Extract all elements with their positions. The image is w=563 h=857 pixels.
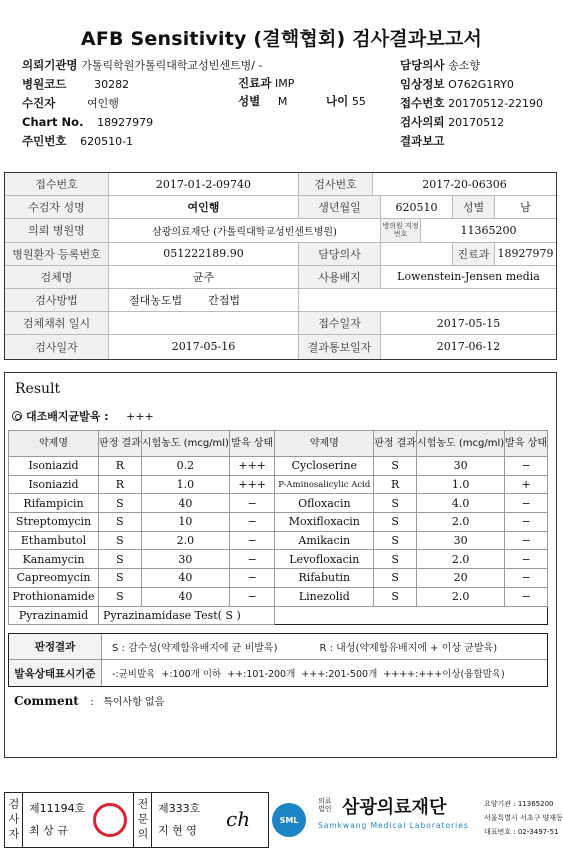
pza-label: Pyrazinamid [9, 606, 99, 625]
specimen: 균주 [109, 266, 299, 288]
chart-label: Chart No. [22, 115, 84, 129]
grid-doctor-label: 담당의사 [299, 243, 381, 265]
cell-growth: − [505, 531, 548, 550]
cell-judge: S [99, 513, 142, 532]
inspector-name: 최 상 규 [29, 824, 68, 837]
receipt-label: 접수번호 [400, 96, 445, 110]
table-row [9, 550, 548, 569]
cell-judge: S [374, 587, 417, 606]
table-row [9, 494, 548, 513]
cell-growth: − [505, 457, 548, 476]
cell-judge: S [99, 569, 142, 588]
legend-growth-row [9, 660, 547, 686]
grid-row [5, 266, 556, 289]
patient-label: 수진자 [22, 96, 56, 110]
grid-doctor [381, 243, 453, 265]
cell-growth: − [505, 550, 548, 569]
org-tel: 대표번호 : 02-3497-51 [484, 828, 559, 836]
notify-date: 2017-06-12 [436, 340, 501, 354]
patient-name: 여인행 [109, 196, 299, 218]
doctor-label: 담당의사 [400, 58, 445, 72]
legend-judge-values [102, 634, 547, 659]
grid-row [5, 173, 556, 196]
specialist-label: 전문의 [134, 793, 152, 847]
cell-drug: P-Aminosalicylic Acid [275, 475, 374, 494]
code-value: 30282 [94, 78, 130, 91]
patient-value: 여인행 [86, 97, 119, 110]
institution-label: 의뢰기관명 [22, 58, 78, 72]
receive-label: 접수일자 [299, 312, 381, 334]
cell-drug: Isoniazid [9, 457, 99, 476]
cell-drug: Capreomycin [9, 569, 99, 588]
chart-value: 18927979 [97, 116, 154, 129]
cell-drug: Kanamycin [9, 550, 99, 569]
cell-judge: R [99, 475, 142, 494]
dept-field [238, 74, 294, 93]
drug-table [8, 430, 548, 625]
birth: 620510 [381, 196, 453, 218]
cell-judge: S [374, 569, 417, 588]
seal-icon [93, 803, 127, 837]
cell-growth: + [505, 475, 548, 494]
receipt-value: 20170512-22190 [448, 97, 544, 110]
dept-label: 진료과 [238, 76, 272, 90]
th-growth: 발육 상태 [505, 431, 548, 457]
method-indirect: 간접법 [208, 294, 241, 308]
grid-row [5, 312, 556, 335]
sex-value: M [277, 95, 288, 108]
control-growth [12, 408, 154, 424]
info-grid [4, 172, 557, 360]
method-empty [299, 289, 556, 311]
org-type: 의료법인 [318, 797, 332, 813]
cell-growth: − [505, 513, 548, 532]
grid-row [5, 243, 556, 266]
cell-growth: − [229, 494, 274, 513]
table-row [9, 569, 548, 588]
table-row [9, 457, 548, 476]
method-values [109, 289, 299, 311]
cell-conc: 40 [141, 494, 229, 513]
sml-logo-icon: SML [272, 803, 306, 837]
test-no-label: 검사번호 [299, 173, 373, 195]
receive-date: 2017-05-15 [436, 316, 501, 330]
cell-judge: S [374, 457, 417, 476]
inspector-box [4, 792, 134, 848]
table-row [9, 513, 548, 532]
th-drug: 약제명 [275, 431, 374, 457]
legend-judge-row [9, 634, 547, 660]
cell-growth: +++ [229, 457, 274, 476]
cell-conc: 0.2 [141, 457, 229, 476]
control-label: 대조배지균발육 : [26, 410, 109, 423]
clinical-label: 임상정보 [400, 77, 445, 91]
testdate-label: 검사일자 [5, 335, 109, 358]
org-addr: 서울특별시 서초구 양재동 [484, 814, 563, 822]
birth-label: 생년월일 [299, 196, 381, 218]
th-conc: 시험농도 (mcg/ml) [417, 431, 505, 457]
report-title: AFB Sensitivity (결핵협회) 검사결과보고서 [80, 28, 483, 50]
cell-drug: Amikacin [275, 531, 374, 550]
cell-conc: 40 [141, 569, 229, 588]
collect-label: 검체채취 일시 [5, 312, 109, 334]
cell-judge: S [99, 531, 142, 550]
legend-judge-s: S : 감수성(약제함유배지에 균 비발육) [112, 643, 278, 654]
specialist-no: 제333호 [158, 802, 201, 815]
inspector-info [23, 793, 85, 847]
cell-conc: 2.0 [417, 587, 505, 606]
cell-conc: 30 [141, 550, 229, 569]
cell-drug: Isoniazid [9, 475, 99, 494]
cell-conc: 40 [141, 587, 229, 606]
hospital-label: 의뢰 병원명 [5, 219, 109, 241]
hospital-code-label: 병의원 지정번호 [381, 219, 421, 241]
doctor-value: 송소향 [448, 59, 480, 72]
th-drug: 약제명 [9, 431, 99, 457]
drug-table-body [9, 457, 548, 625]
legend-judge-r: R : 내성(약제함유배지에 + 이상 균발육) [319, 643, 498, 654]
method-absolute: 절대농도법 [129, 294, 183, 308]
test-date: 2017-05-16 [109, 335, 299, 358]
age-field [326, 92, 366, 111]
grid-sex-label: 성별 [453, 196, 495, 218]
cell-growth: − [229, 531, 274, 550]
table-row [9, 531, 548, 550]
notify-label: 결과통보일자 [299, 335, 381, 358]
legend [8, 633, 548, 687]
cell-judge: S [99, 550, 142, 569]
org-name: 삼광의료재단 [342, 797, 447, 818]
cell-drug: Ofloxacin [275, 494, 374, 513]
dept-value: IMP [274, 77, 295, 90]
cell-drug: Linezolid [275, 587, 374, 606]
cell-judge: R [99, 457, 142, 476]
inspector-label: 검사자 [5, 793, 23, 847]
header-left [22, 56, 262, 151]
receipt-no-label: 접수번호 [5, 173, 109, 195]
resident-label: 주민번호 [22, 134, 67, 148]
cell-drug: Rifabutin [275, 569, 374, 588]
specimen-label: 검체명 [5, 266, 109, 288]
cell-drug: Moxifloxacin [275, 513, 374, 532]
legend-growth-label: 발육상태표시기준 [9, 660, 102, 686]
cell-conc: 1.0 [141, 475, 229, 494]
pza-value: Pyrazinamidase Test( S ) [99, 606, 275, 625]
cell-conc: 10 [141, 513, 229, 532]
cell-conc: 2.0 [417, 550, 505, 569]
reg-label: 병원환자 등록번호 [5, 243, 109, 265]
media: Lowenstein-Jensen media [397, 270, 540, 284]
hospital-code: 11365200 [460, 223, 517, 237]
specialist-info [152, 793, 200, 847]
resident-value: 620510-1 [80, 135, 134, 148]
sex-label: 성별 [238, 94, 261, 108]
result-title: Result [15, 381, 61, 397]
legend-judge-label: 판정결과 [9, 634, 102, 659]
table-row-pza [9, 606, 548, 625]
cell-judge: S [374, 550, 417, 569]
grid-dept-label: 진료과 [453, 243, 495, 265]
cell-conc: 30 [417, 457, 505, 476]
grid-dept: 18927979 [497, 247, 554, 261]
name-label: 수검자 성명 [5, 196, 109, 218]
cell-conc: 1.0 [417, 475, 505, 494]
age-label: 나이 [326, 94, 349, 108]
grid-row [5, 219, 556, 242]
comment-label: Comment [14, 694, 79, 708]
table-row [9, 587, 548, 606]
cell-judge: S [99, 587, 142, 606]
cell-judge: S [374, 531, 417, 550]
cell-growth: − [229, 550, 274, 569]
pza-empty [275, 606, 548, 625]
cell-drug: Prothionamide [9, 587, 99, 606]
th-judge: 판정 결과 [99, 431, 142, 457]
cell-growth: − [505, 569, 548, 588]
hospital: 삼광의료재단 (가톨릭대학교성빈센트병원) [109, 219, 381, 241]
grid-sex: 남 [520, 201, 531, 215]
cell-conc: 30 [417, 531, 505, 550]
header-right [400, 56, 543, 151]
signature: ch [226, 807, 251, 831]
cell-conc: 2.0 [417, 513, 505, 532]
org-code: 요양기관 : 11365200 [484, 800, 554, 808]
th-growth: 발육 상태 [229, 431, 274, 457]
cell-judge: R [374, 475, 417, 494]
clinical-value: O762G1RY0 [448, 78, 514, 91]
cell-drug: Streptomycin [9, 513, 99, 532]
media-label: 사용배지 [299, 266, 381, 288]
age-value: 55 [351, 95, 366, 108]
code-label: 병원코드 [22, 77, 67, 91]
grid-row [5, 196, 556, 219]
table-row [9, 475, 548, 494]
report-label: 결과보고 [400, 134, 445, 148]
request-label: 검사의뢰 [400, 115, 445, 129]
cell-growth: +++ [229, 475, 274, 494]
receipt-no: 2017-01-2-09740 [109, 173, 299, 195]
cell-growth: − [229, 513, 274, 532]
specialist-box [133, 792, 269, 848]
institution-value: 가톨릭학원가톨릭대학교성빈센트병/ - [81, 59, 263, 72]
th-conc: 시험농도 (mcg/ml) [141, 431, 229, 457]
cell-growth: − [505, 494, 548, 513]
grid-row [5, 335, 556, 358]
org-contact [484, 797, 563, 839]
comment-text: 특이사항 없음 [103, 697, 165, 708]
cell-drug: Cycloserine [275, 457, 374, 476]
th-judge: 판정 결과 [374, 431, 417, 457]
org-en: Samkwang Medical Laboratories [318, 821, 469, 830]
cell-judge: S [374, 513, 417, 532]
method-label: 검사방법 [5, 289, 109, 311]
request-value: 20170512 [448, 116, 505, 129]
cell-growth: − [505, 587, 548, 606]
double-circle-icon [12, 411, 22, 421]
cell-growth: − [229, 587, 274, 606]
drug-table-header [9, 431, 548, 457]
grid-row [5, 289, 556, 312]
test-no: 2017-20-06306 [422, 177, 507, 191]
cell-drug: Levofloxacin [275, 550, 374, 569]
cell-conc: 2.0 [141, 531, 229, 550]
cell-drug: Rifampicin [9, 494, 99, 513]
cell-judge: S [374, 494, 417, 513]
cell-judge: S [99, 494, 142, 513]
cell-drug: Ethambutol [9, 531, 99, 550]
collect [109, 312, 299, 334]
control-value: +++ [126, 410, 154, 423]
cell-growth: − [229, 569, 274, 588]
inspector-no: 제11194호 [29, 802, 86, 815]
cell-conc: 4.0 [417, 494, 505, 513]
sex-field [238, 92, 287, 111]
cell-conc: 20 [417, 569, 505, 588]
comment: Comment : 특이사항 없음 [14, 694, 165, 708]
reg-no: 051222189.90 [109, 243, 299, 265]
legend-growth-text: -:균비발육 +:100개 이하 ++:101-200개 +++:201-500개 ++++:+++이상(융합발육) [112, 669, 505, 680]
specialist-name: 지 현 영 [158, 824, 197, 837]
